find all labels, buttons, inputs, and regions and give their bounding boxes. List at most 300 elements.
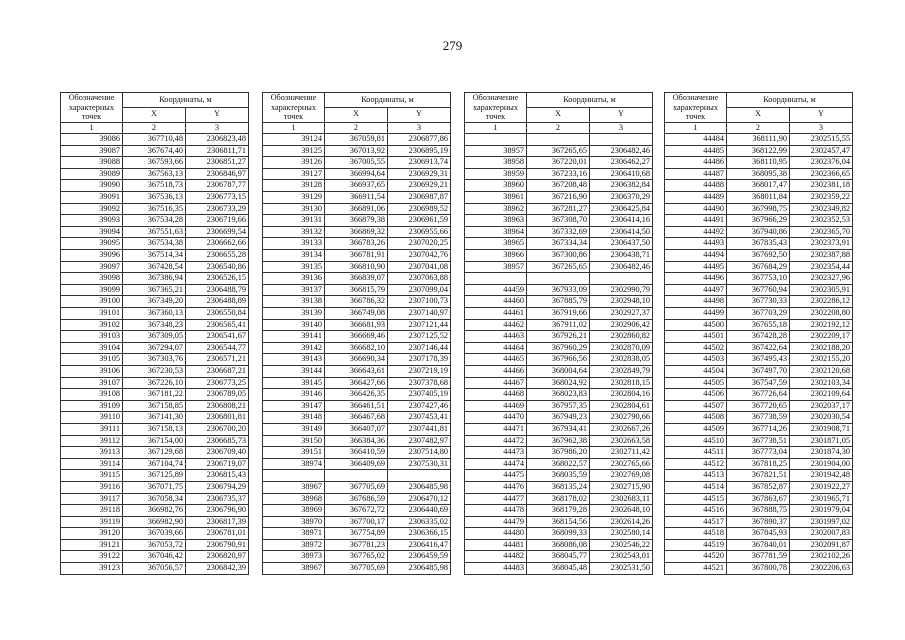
table-row [465, 458, 653, 470]
y-coordinate-cell: 2302120,68 [790, 365, 853, 377]
table-row [665, 389, 853, 401]
table-row [263, 389, 451, 401]
x-coordinate-cell: 367428,28 [727, 331, 790, 343]
y-coordinate-cell: 2307405,19 [388, 389, 451, 401]
y-coordinate-cell: 2302208,80 [790, 308, 853, 320]
table-row [665, 528, 853, 540]
y-coordinate-cell: 2306482,46 [590, 145, 653, 157]
x-coordinate-cell: 366982,76 [123, 505, 186, 517]
x-coordinate-cell: 367518,73 [123, 180, 186, 192]
table-row [61, 551, 249, 563]
y-coordinate-cell: 2302804,61 [590, 400, 653, 412]
point-id-cell: 39106 [61, 365, 123, 377]
table-row [61, 539, 249, 551]
point-id-cell: 44490 [665, 203, 727, 215]
y-coordinate-cell: 2306414,16 [590, 215, 653, 227]
point-id-cell: 44475 [465, 470, 527, 482]
y-coordinate-cell: 2307063,88 [388, 273, 451, 285]
x-coordinate-cell: 367141,30 [123, 412, 186, 424]
y-coordinate-cell: 2306462,27 [590, 157, 653, 169]
x-coordinate-cell: 367534,28 [123, 215, 186, 227]
coordinate-table-3 [464, 92, 653, 575]
y-coordinate-cell: 2306796,90 [186, 505, 249, 517]
y-coordinate-cell: 2307042,76 [388, 250, 451, 262]
y-coordinate-cell [590, 273, 653, 285]
table-row [665, 134, 853, 146]
table-row [465, 470, 653, 482]
y-coordinate-cell: 2306410,68 [590, 168, 653, 180]
header-x: X [527, 107, 590, 122]
y-coordinate-cell: 2302948,10 [590, 296, 653, 308]
table-row [263, 342, 451, 354]
x-coordinate-cell: 367360,13 [123, 308, 186, 320]
y-coordinate-cell: 2306470,12 [388, 493, 451, 505]
y-coordinate-cell: 2306808,21 [186, 400, 249, 412]
point-id-cell: 39113 [61, 447, 123, 459]
table-row [61, 273, 249, 285]
header-x: X [727, 107, 790, 122]
table-row [465, 423, 653, 435]
table-row [665, 365, 853, 377]
point-id-cell: 44484 [665, 134, 727, 146]
table-row [263, 505, 451, 517]
point-id-cell: 38959 [465, 168, 527, 180]
x-coordinate-cell: 367674,40 [123, 145, 186, 157]
x-coordinate-cell: 367821,51 [727, 470, 790, 482]
x-coordinate-cell: 367281,27 [527, 203, 590, 215]
x-coordinate-cell: 366783,26 [325, 238, 388, 250]
header-col-number: 1 [665, 122, 727, 134]
y-coordinate-cell: 2306820,97 [186, 551, 249, 563]
x-coordinate-cell: 367960,29 [527, 342, 590, 354]
x-coordinate-cell: 367158,13 [123, 423, 186, 435]
table-row [263, 493, 451, 505]
point-id-cell: 44473 [465, 447, 527, 459]
point-id-cell: 39119 [61, 516, 123, 528]
y-coordinate-cell: 2306438,71 [590, 250, 653, 262]
table-row [665, 250, 853, 262]
point-id-cell: 44463 [465, 331, 527, 343]
point-id-cell: 39146 [263, 389, 325, 401]
y-coordinate-cell: 2302860,82 [590, 331, 653, 343]
point-id-cell: 44507 [665, 400, 727, 412]
table-row [465, 447, 653, 459]
x-coordinate-cell: 366407,07 [325, 423, 388, 435]
y-coordinate-cell: 2306416,47 [388, 539, 451, 551]
x-coordinate-cell: 368024,92 [527, 377, 590, 389]
table-row [263, 551, 451, 563]
y-coordinate-cell: 2307146,44 [388, 342, 451, 354]
header-y: Y [590, 107, 653, 122]
table-row [263, 157, 451, 169]
y-coordinate-cell: 2306781,01 [186, 528, 249, 540]
point-id-cell: 44471 [465, 423, 527, 435]
x-coordinate-cell: 367781,59 [727, 551, 790, 563]
table-row [465, 516, 653, 528]
y-coordinate-cell: 2306811,71 [186, 145, 249, 157]
table-row [465, 342, 653, 354]
table-row [61, 226, 249, 238]
point-id-cell: 39104 [61, 342, 123, 354]
x-coordinate-cell: 368154,56 [527, 516, 590, 528]
table-row [61, 342, 249, 354]
y-coordinate-cell: 2306699,54 [186, 226, 249, 238]
x-coordinate-cell: 367710,48 [123, 134, 186, 146]
table-row [263, 481, 451, 493]
point-id-cell: 44469 [465, 400, 527, 412]
y-coordinate-cell: 2302037,17 [790, 400, 853, 412]
point-id-cell: 44508 [665, 412, 727, 424]
table-row [665, 342, 853, 354]
table-row [665, 505, 853, 517]
point-id-cell: 44521 [665, 563, 727, 575]
x-coordinate-cell: 367692,50 [727, 250, 790, 262]
point-id-cell: 44509 [665, 423, 727, 435]
table-row [465, 273, 653, 285]
point-id-cell: 39109 [61, 400, 123, 412]
header-col-number: 3 [590, 122, 653, 134]
table-row [665, 226, 853, 238]
x-coordinate-cell: 367852,87 [727, 481, 790, 493]
table-row [665, 539, 853, 551]
point-id-cell: 44505 [665, 377, 727, 389]
x-coordinate-cell: 367233,16 [527, 168, 590, 180]
y-coordinate-cell: 2306733,29 [186, 203, 249, 215]
table-row [61, 180, 249, 192]
point-id-cell: 38957 [465, 261, 527, 273]
table-row [263, 250, 451, 262]
point-id-cell: 39086 [61, 134, 123, 146]
y-coordinate-cell: 2302381,18 [790, 180, 853, 192]
point-id-cell: 39091 [61, 192, 123, 204]
table-row [665, 551, 853, 563]
point-id-cell: 44460 [465, 296, 527, 308]
header-coordinates: Координаты, м [527, 93, 653, 108]
table-row [465, 539, 653, 551]
x-coordinate-cell: 367056,57 [123, 563, 186, 575]
point-id-cell: 39141 [263, 331, 325, 343]
table-row [263, 284, 451, 296]
x-coordinate-cell: 366781,91 [325, 250, 388, 262]
y-coordinate-cell: 2302990,79 [590, 284, 653, 296]
y-coordinate-cell: 2307514,80 [388, 447, 451, 459]
point-id-cell: 38970 [263, 516, 325, 528]
y-coordinate-cell: 2306789,05 [186, 389, 249, 401]
table-row [263, 168, 451, 180]
x-coordinate-cell: 367966,29 [727, 215, 790, 227]
y-coordinate-cell: 2307378,68 [388, 377, 451, 389]
point-id-cell: 38961 [465, 192, 527, 204]
x-coordinate-cell: 367753,10 [727, 273, 790, 285]
x-coordinate-cell: 367547,59 [727, 377, 790, 389]
y-coordinate-cell: 2306541,67 [186, 331, 249, 343]
x-coordinate-cell: 367059,81 [325, 134, 388, 146]
y-coordinate-cell: 2306382,84 [590, 180, 653, 192]
point-id-cell: 38967 [263, 481, 325, 493]
x-coordinate-cell: 366681,93 [325, 319, 388, 331]
y-coordinate-cell: 2302359,22 [790, 192, 853, 204]
table-row [263, 412, 451, 424]
y-coordinate-cell: 2302765,66 [590, 458, 653, 470]
table-row [61, 389, 249, 401]
y-coordinate-cell: 2307219,19 [388, 365, 451, 377]
table-row [61, 331, 249, 343]
table-row [61, 157, 249, 169]
table-row [61, 203, 249, 215]
x-coordinate-cell: 366982,90 [123, 516, 186, 528]
table-row [61, 505, 249, 517]
point-id-cell: 38971 [263, 528, 325, 540]
x-coordinate-cell: 367208,48 [527, 180, 590, 192]
point-id-cell: 39136 [263, 273, 325, 285]
y-coordinate-cell: 2302007,83 [790, 528, 853, 540]
x-coordinate-cell: 367303,76 [123, 354, 186, 366]
point-id-cell: 38962 [465, 203, 527, 215]
x-coordinate-cell: 368099,33 [527, 528, 590, 540]
y-coordinate-cell: 2306526,15 [186, 273, 249, 285]
x-coordinate-cell: 367495,43 [727, 354, 790, 366]
y-coordinate-cell: 2302376,04 [790, 157, 853, 169]
table-row [665, 447, 853, 459]
table-row [665, 215, 853, 227]
point-id-cell: 44496 [665, 273, 727, 285]
point-id-cell: 44470 [465, 412, 527, 424]
y-coordinate-cell: 2306565,41 [186, 319, 249, 331]
y-coordinate-cell: 2302091,87 [790, 539, 853, 551]
table-row [61, 470, 249, 482]
table-row [665, 435, 853, 447]
y-coordinate-cell: 2306485,98 [388, 481, 451, 493]
y-coordinate-cell: 2306987,87 [388, 192, 451, 204]
y-coordinate-cell: 2306440,69 [388, 505, 451, 517]
table-row [665, 331, 853, 343]
y-coordinate-cell: 2306929,21 [388, 180, 451, 192]
point-id-cell: 44504 [665, 365, 727, 377]
x-coordinate-cell: 367705,69 [325, 481, 388, 493]
point-id-cell: 44502 [665, 342, 727, 354]
point-id-cell: 39124 [263, 134, 325, 146]
table-row [665, 180, 853, 192]
x-coordinate-cell: 366786,32 [325, 296, 388, 308]
header-x: X [123, 107, 186, 122]
point-id-cell: 44477 [465, 493, 527, 505]
table-row [61, 284, 249, 296]
y-coordinate-cell: 2302103,34 [790, 377, 853, 389]
point-id-cell [465, 134, 527, 146]
x-coordinate-cell: 366426,35 [325, 389, 388, 401]
x-coordinate-cell: 367835,43 [727, 238, 790, 250]
point-id-cell: 38965 [465, 238, 527, 250]
table-row [263, 528, 451, 540]
table-row [61, 134, 249, 146]
table-row [263, 261, 451, 273]
x-coordinate-cell: 367349,20 [123, 296, 186, 308]
point-id-cell: 44487 [665, 168, 727, 180]
table-row [61, 308, 249, 320]
header-point-name: Обозначение характерных точек [465, 93, 527, 123]
x-coordinate-cell: 367726,64 [727, 389, 790, 401]
x-coordinate-cell: 366409,69 [325, 458, 388, 470]
table-row [665, 273, 853, 285]
x-coordinate-cell: 367058,34 [123, 493, 186, 505]
x-coordinate-cell: 367125,89 [123, 470, 186, 482]
table-row [665, 203, 853, 215]
y-coordinate-cell: 2302648,10 [590, 505, 653, 517]
table-row [665, 145, 853, 157]
point-id-cell: 38967 [263, 563, 325, 575]
y-coordinate-cell: 2306842,39 [186, 563, 249, 575]
point-id-cell: 44501 [665, 331, 727, 343]
coordinate-table-1 [60, 92, 249, 575]
table-row [665, 481, 853, 493]
coordinate-table-2 [262, 92, 451, 575]
point-id-cell: 39096 [61, 250, 123, 262]
x-coordinate-cell: 367845,93 [727, 528, 790, 540]
point-id-cell: 38969 [263, 505, 325, 517]
x-coordinate-cell: 367220,01 [527, 157, 590, 169]
point-id-cell: 39101 [61, 308, 123, 320]
y-coordinate-cell: 2306719,07 [186, 458, 249, 470]
table-row [263, 226, 451, 238]
y-coordinate-cell: 2302102,26 [790, 551, 853, 563]
table-row [61, 168, 249, 180]
x-coordinate-cell: 366891,06 [325, 203, 388, 215]
y-coordinate-cell: 2302769,08 [590, 470, 653, 482]
table-row [665, 412, 853, 424]
x-coordinate-cell: 367158,85 [123, 400, 186, 412]
y-coordinate-cell: 2307453,41 [388, 412, 451, 424]
point-id-cell: 39144 [263, 365, 325, 377]
y-coordinate-cell: 2301874,30 [790, 447, 853, 459]
x-coordinate-cell: 367760,94 [727, 284, 790, 296]
table-row [61, 563, 249, 575]
table-row [61, 412, 249, 424]
x-coordinate-cell: 368111,90 [727, 134, 790, 146]
y-coordinate-cell: 2307020,25 [388, 238, 451, 250]
point-id-cell: 39099 [61, 284, 123, 296]
y-coordinate-cell: 2306655,28 [186, 250, 249, 262]
header-y: Y [790, 107, 853, 122]
table-row [465, 261, 653, 273]
point-id-cell: 44465 [465, 354, 527, 366]
point-id-cell: 44485 [665, 145, 727, 157]
y-coordinate-cell: 2302543,01 [590, 551, 653, 563]
point-id-cell: 44486 [665, 157, 727, 169]
table-row [465, 412, 653, 424]
table-row [263, 563, 451, 575]
x-coordinate-cell: 367516,35 [123, 203, 186, 215]
x-coordinate-cell: 367714,26 [727, 423, 790, 435]
point-id-cell: 39133 [263, 238, 325, 250]
table-row [465, 354, 653, 366]
table-row [61, 528, 249, 540]
y-coordinate-cell: 2306482,46 [590, 261, 653, 273]
y-coordinate-cell: 2307482,97 [388, 435, 451, 447]
y-coordinate-cell: 2302030,54 [790, 412, 853, 424]
table-row [263, 331, 451, 343]
point-id-cell: 39122 [61, 551, 123, 563]
x-coordinate-cell: 367705,69 [325, 563, 388, 575]
x-coordinate-cell: 367940,86 [727, 226, 790, 238]
point-id-cell: 44503 [665, 354, 727, 366]
y-coordinate-cell: 2307100,73 [388, 296, 451, 308]
x-coordinate-cell: 366643,61 [325, 365, 388, 377]
point-id-cell: 44515 [665, 493, 727, 505]
point-id-cell: 44511 [665, 447, 727, 459]
point-id-cell: 39125 [263, 145, 325, 157]
x-coordinate-cell: 367226,10 [123, 377, 186, 389]
table-row [465, 145, 653, 157]
point-id-cell: 44479 [465, 516, 527, 528]
x-coordinate-cell: 366669,46 [325, 331, 388, 343]
y-coordinate-cell: 2302870,09 [590, 342, 653, 354]
x-coordinate-cell: 368122,99 [727, 145, 790, 157]
table-row [665, 296, 853, 308]
point-id-cell: 39111 [61, 423, 123, 435]
table-row [665, 238, 853, 250]
point-id-cell: 44478 [465, 505, 527, 517]
point-id-cell: 38964 [465, 226, 527, 238]
point-id-cell: 39112 [61, 435, 123, 447]
header-point-name: Обозначение характерных точек [61, 93, 123, 123]
table-row [61, 250, 249, 262]
table-row [263, 470, 451, 482]
y-coordinate-cell: 2302286,12 [790, 296, 853, 308]
table-row [465, 168, 653, 180]
point-id-cell: 39145 [263, 377, 325, 389]
table-row [263, 435, 451, 447]
table-row [465, 481, 653, 493]
y-coordinate-cell: 2302373,91 [790, 238, 853, 250]
point-id-cell: 39126 [263, 157, 325, 169]
header-col-number: 2 [527, 122, 590, 134]
table-row [465, 505, 653, 517]
x-coordinate-cell: 367962,38 [527, 435, 590, 447]
point-id-cell: 39134 [263, 250, 325, 262]
point-id-cell [263, 470, 325, 482]
y-coordinate-cell: 2302580,14 [590, 528, 653, 540]
y-coordinate-cell: 2306790,91 [186, 539, 249, 551]
y-coordinate-cell: 2306540,86 [186, 261, 249, 273]
x-coordinate-cell: 367497,70 [727, 365, 790, 377]
x-coordinate-cell: 367593,66 [123, 157, 186, 169]
x-coordinate-cell: 367536,13 [123, 192, 186, 204]
x-coordinate-cell [527, 273, 590, 285]
table-row [263, 145, 451, 157]
y-coordinate-cell: 2302531,50 [590, 563, 653, 575]
point-id-cell: 39114 [61, 458, 123, 470]
point-id-cell: 39100 [61, 296, 123, 308]
point-id-cell: 44494 [665, 250, 727, 262]
y-coordinate-cell: 2302387,88 [790, 250, 853, 262]
point-id-cell: 39108 [61, 389, 123, 401]
point-id-cell: 39105 [61, 354, 123, 366]
y-coordinate-cell: 2306544,77 [186, 342, 249, 354]
x-coordinate-cell: 367332,69 [527, 226, 590, 238]
x-coordinate-cell: 368045,77 [527, 551, 590, 563]
point-id-cell: 39118 [61, 505, 123, 517]
point-id-cell: 39097 [61, 261, 123, 273]
x-coordinate-cell: 367800,78 [727, 563, 790, 575]
x-coordinate-cell: 367551,63 [123, 226, 186, 238]
point-id-cell: 44466 [465, 365, 527, 377]
table-row [61, 447, 249, 459]
header-col-number: 2 [727, 122, 790, 134]
point-id-cell: 44468 [465, 389, 527, 401]
point-id-cell: 38960 [465, 180, 527, 192]
table-row [665, 458, 853, 470]
y-coordinate-cell: 2306709,40 [186, 447, 249, 459]
